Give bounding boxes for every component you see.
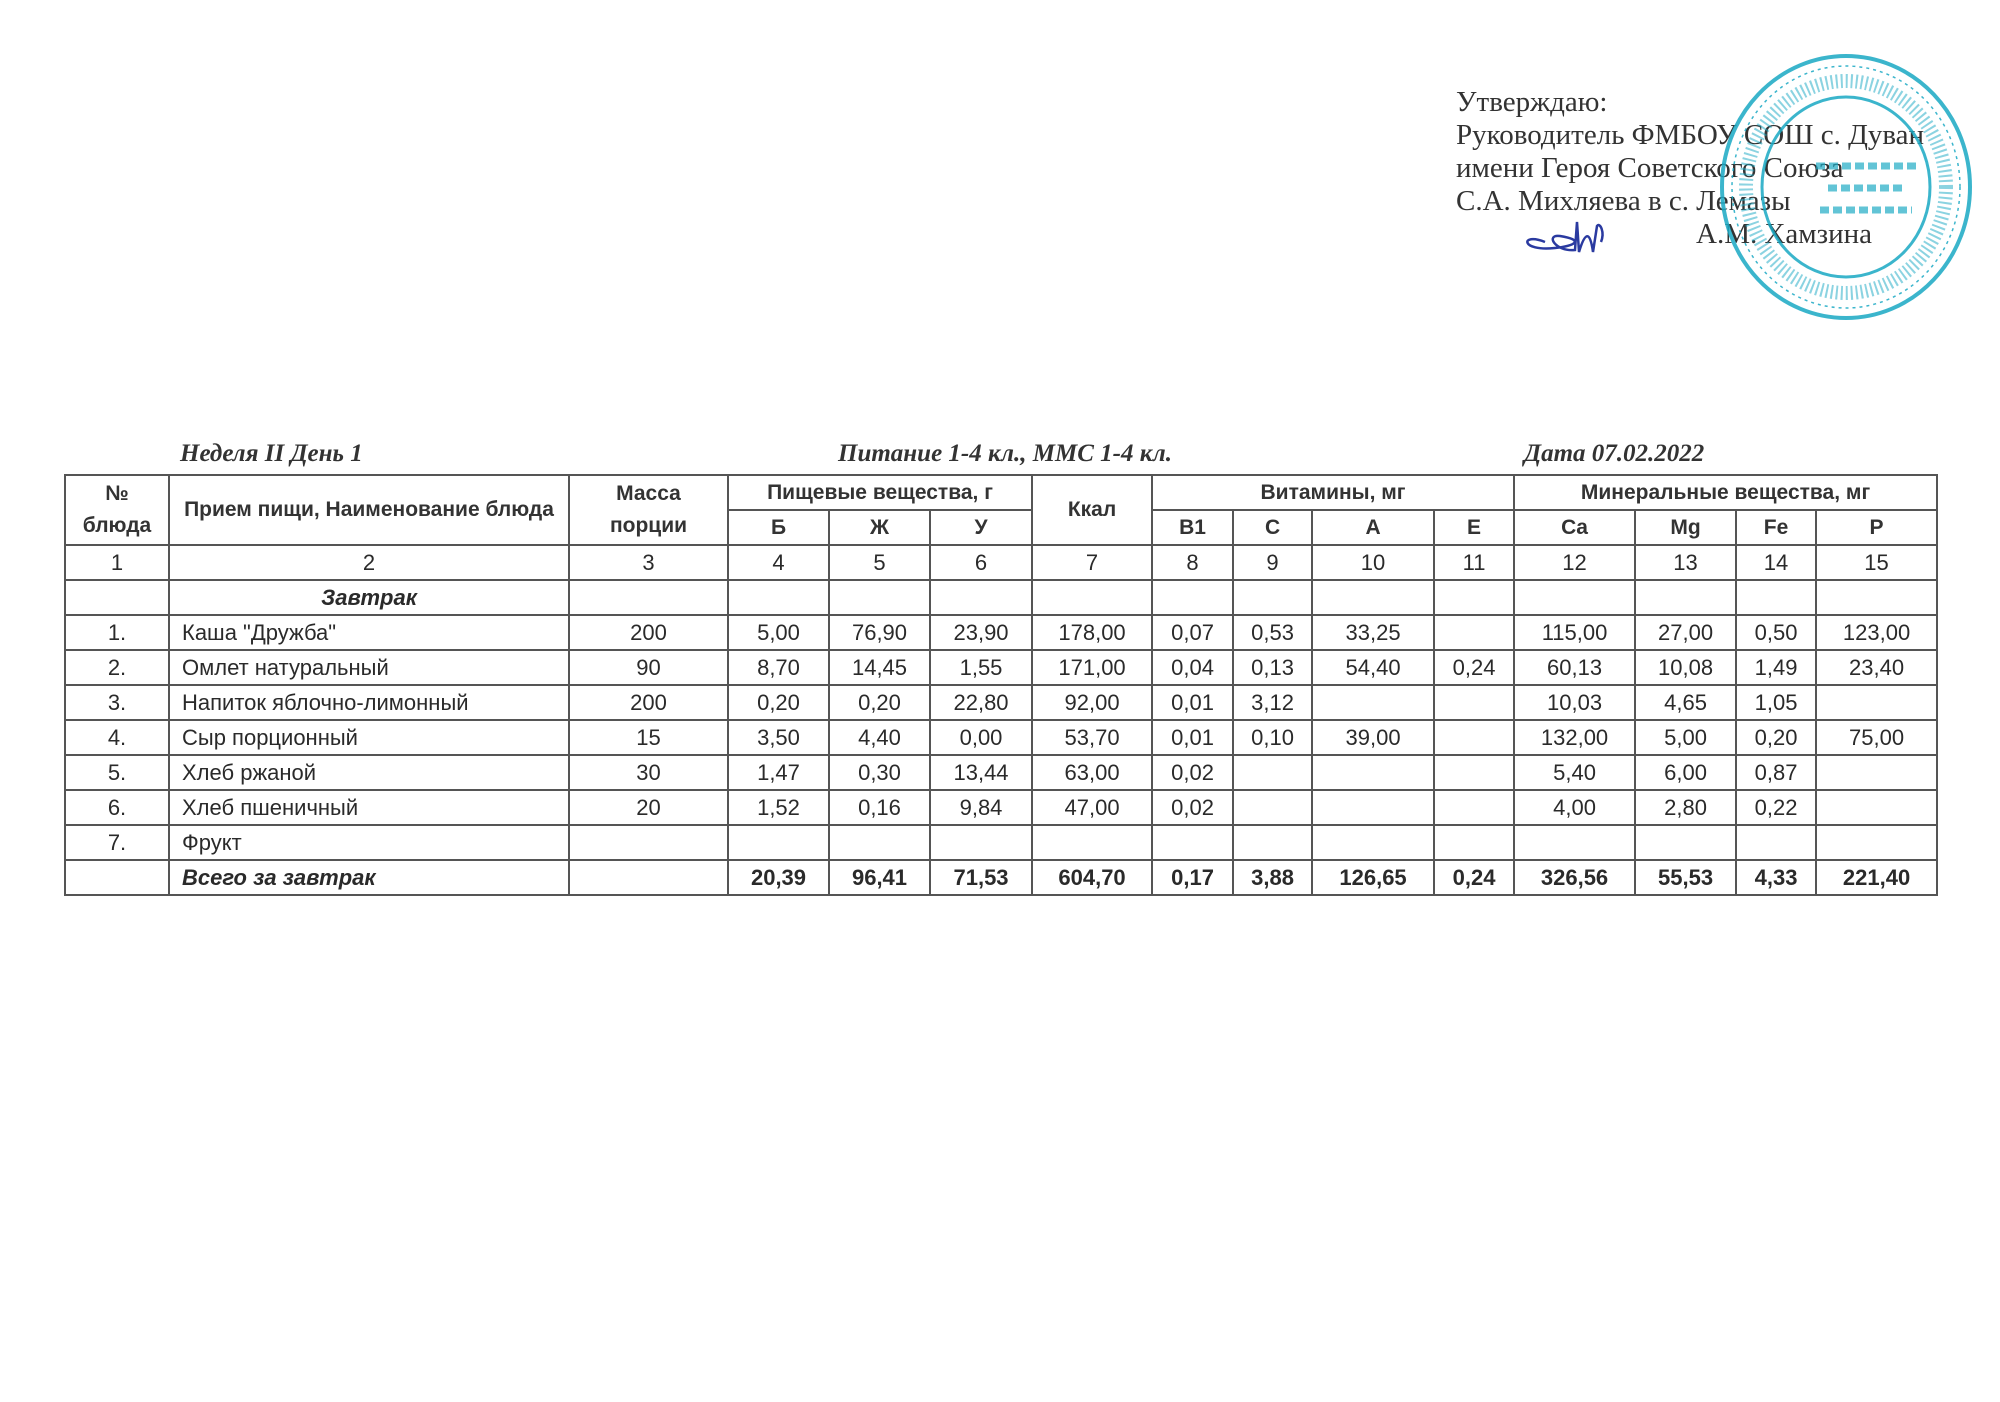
table-cell: 75,00 xyxy=(1816,720,1937,755)
header-vitamins: Витамины, мг xyxy=(1152,475,1514,510)
table-cell xyxy=(1233,825,1312,860)
table-cell xyxy=(1434,755,1514,790)
table-cell: 326,56 xyxy=(1514,860,1635,895)
table-cell: 23,90 xyxy=(930,615,1032,650)
table-cell: 60,13 xyxy=(1514,650,1635,685)
table-cell: 55,53 xyxy=(1635,860,1736,895)
approval-line: С.А. Михляева в с. Лемазы xyxy=(1456,185,1791,217)
table-cell xyxy=(728,825,829,860)
table-cell: 0,20 xyxy=(829,685,930,720)
table-cell: 30 xyxy=(569,755,728,790)
subheader-cell: P xyxy=(1816,510,1937,545)
table-cell xyxy=(1816,580,1937,615)
table-cell: 14 xyxy=(1736,545,1816,580)
table-cell: 8,70 xyxy=(728,650,829,685)
table-cell: 12 xyxy=(1514,545,1635,580)
table-cell: 1,49 xyxy=(1736,650,1816,685)
table-cell: 3,88 xyxy=(1233,860,1312,895)
table-cell xyxy=(829,825,930,860)
table-cell: 0,04 xyxy=(1152,650,1233,685)
menu-title xyxy=(64,440,1936,474)
table-cell: 39,00 xyxy=(1312,720,1434,755)
table-cell xyxy=(1312,825,1434,860)
table-cell: 0,13 xyxy=(1233,650,1312,685)
table-cell: 0,24 xyxy=(1434,650,1514,685)
table-cell: 10 xyxy=(1312,545,1434,580)
menu-table xyxy=(64,474,1938,896)
table-cell: 200 xyxy=(569,685,728,720)
table-cell: 0,00 xyxy=(930,720,1032,755)
table-cell xyxy=(1434,685,1514,720)
table-cell: 5,40 xyxy=(1514,755,1635,790)
table-cell: 4,33 xyxy=(1736,860,1816,895)
table-cell: 7. xyxy=(65,825,169,860)
table-cell: 90 xyxy=(569,650,728,685)
dish-name-cell: Напиток яблочно-лимонный xyxy=(169,685,569,720)
table-cell: 0,07 xyxy=(1152,615,1233,650)
table-cell: 0,02 xyxy=(1152,790,1233,825)
subheader-cell: B1 xyxy=(1152,510,1233,545)
subheader-cell: Fe xyxy=(1736,510,1816,545)
group: Питание 1-4 кл., ММС 1-4 кл. xyxy=(838,440,1172,467)
table-cell: 0,01 xyxy=(1152,685,1233,720)
subheader-cell: Ca xyxy=(1514,510,1635,545)
table-row xyxy=(65,720,1937,755)
table-cell xyxy=(1736,580,1816,615)
table-cell: 7 xyxy=(1032,545,1152,580)
table-cell xyxy=(1635,825,1736,860)
table-cell xyxy=(569,860,728,895)
table-cell xyxy=(1032,580,1152,615)
dish-name-cell: Сыр порционный xyxy=(169,720,569,755)
table-row xyxy=(65,825,1937,860)
subheader-cell: Б xyxy=(728,510,829,545)
table-cell: 13 xyxy=(1635,545,1736,580)
dish-name-cell: Фрукт xyxy=(169,825,569,860)
table-cell xyxy=(1434,790,1514,825)
table-cell: 171,00 xyxy=(1032,650,1152,685)
approver-name: А.М. Хамзина xyxy=(1696,218,1873,250)
table-cell xyxy=(1032,825,1152,860)
table-cell xyxy=(1312,685,1434,720)
table-cell: 0,53 xyxy=(1233,615,1312,650)
table-cell xyxy=(1152,580,1233,615)
table-cell: 92,00 xyxy=(1032,685,1152,720)
table-cell: 0,17 xyxy=(1152,860,1233,895)
table-cell: 0,30 xyxy=(829,755,930,790)
dish-name-cell: Каша "Дружба" xyxy=(169,615,569,650)
table-cell xyxy=(930,825,1032,860)
table-cell: 1,52 xyxy=(728,790,829,825)
dish-name-cell: Всего за завтрак xyxy=(169,860,569,895)
table-cell: 15 xyxy=(569,720,728,755)
week-day: Неделя II День 1 xyxy=(180,440,363,467)
date: Дата 07.02.2022 xyxy=(1524,440,1705,467)
table-cell: 3,50 xyxy=(728,720,829,755)
table-cell: 1. xyxy=(65,615,169,650)
table-cell xyxy=(1816,755,1937,790)
table-cell: 1,55 xyxy=(930,650,1032,685)
table-cell xyxy=(569,580,728,615)
table-cell xyxy=(829,580,930,615)
table-cell: 5,00 xyxy=(728,615,829,650)
subheader-cell: Ж xyxy=(829,510,930,545)
table-cell xyxy=(1514,825,1635,860)
table-row xyxy=(65,615,1937,650)
table-cell: 13,44 xyxy=(930,755,1032,790)
table-cell: 10,08 xyxy=(1635,650,1736,685)
approval-line: Утверждаю: xyxy=(1456,86,1608,118)
table-cell: 22,80 xyxy=(930,685,1032,720)
table-cell xyxy=(1233,580,1312,615)
table-cell: 4 xyxy=(728,545,829,580)
table-cell xyxy=(1816,685,1937,720)
table-cell: 3,12 xyxy=(1233,685,1312,720)
table-cell: 9,84 xyxy=(930,790,1032,825)
header-name: Прием пищи, Наименование блюда xyxy=(169,475,569,545)
table-cell xyxy=(1816,790,1937,825)
table-cell: 3 xyxy=(569,545,728,580)
table-cell: 0,87 xyxy=(1736,755,1816,790)
subheader-cell: A xyxy=(1312,510,1434,545)
table-cell: 6,00 xyxy=(1635,755,1736,790)
table-cell: 1 xyxy=(65,545,169,580)
table-cell: 4,00 xyxy=(1514,790,1635,825)
table-cell: 33,25 xyxy=(1312,615,1434,650)
table-cell: 2,80 xyxy=(1635,790,1736,825)
header-nutrients: Пищевые вещества, г xyxy=(728,475,1032,510)
table-cell xyxy=(1434,825,1514,860)
table-cell: 0,22 xyxy=(1736,790,1816,825)
table-cell: 178,00 xyxy=(1032,615,1152,650)
table-cell xyxy=(65,860,169,895)
table-cell: 221,40 xyxy=(1816,860,1937,895)
table-cell xyxy=(569,825,728,860)
header-kcal: Ккал xyxy=(1032,475,1152,545)
table-cell: 5. xyxy=(65,755,169,790)
table-cell: 27,00 xyxy=(1635,615,1736,650)
subheader-cell: У xyxy=(930,510,1032,545)
table-cell: 4. xyxy=(65,720,169,755)
table-cell: 0,50 xyxy=(1736,615,1816,650)
table-cell: 20 xyxy=(569,790,728,825)
section-row xyxy=(65,580,1937,615)
table-cell xyxy=(1152,825,1233,860)
approval-line: Руководитель ФМБОУ СОШ с. Дуван xyxy=(1456,119,1925,151)
table-cell: 71,53 xyxy=(930,860,1032,895)
table-cell: 54,40 xyxy=(1312,650,1434,685)
table-cell xyxy=(1635,580,1736,615)
table-cell: 6 xyxy=(930,545,1032,580)
table-cell: 5 xyxy=(829,545,930,580)
table-row xyxy=(65,790,1937,825)
table-cell xyxy=(1434,615,1514,650)
table-cell: 200 xyxy=(569,615,728,650)
table-cell: 14,45 xyxy=(829,650,930,685)
table-cell: 63,00 xyxy=(1032,755,1152,790)
table-cell: 53,70 xyxy=(1032,720,1152,755)
table-cell: 23,40 xyxy=(1816,650,1937,685)
table-cell: 4,65 xyxy=(1635,685,1736,720)
table-cell xyxy=(1434,580,1514,615)
table-cell: 0,16 xyxy=(829,790,930,825)
table-cell xyxy=(1233,755,1312,790)
table-cell: 0,01 xyxy=(1152,720,1233,755)
table-cell xyxy=(1312,755,1434,790)
table-cell: 0,20 xyxy=(728,685,829,720)
header-mass: Масса порции xyxy=(569,475,728,545)
table-cell: 5,00 xyxy=(1635,720,1736,755)
table-cell: 20,39 xyxy=(728,860,829,895)
table-cell: 132,00 xyxy=(1514,720,1635,755)
table-cell: 47,00 xyxy=(1032,790,1152,825)
table-row xyxy=(65,650,1937,685)
table-cell: 604,70 xyxy=(1032,860,1152,895)
table-cell: 2. xyxy=(65,650,169,685)
table-cell: 96,41 xyxy=(829,860,930,895)
table-cell: 9 xyxy=(1233,545,1312,580)
section-title: Завтрак xyxy=(169,580,569,615)
dish-name-cell: 2 xyxy=(169,545,569,580)
approval-line: имени Героя Советского Союза xyxy=(1456,152,1844,184)
table-cell: 0,24 xyxy=(1434,860,1514,895)
table-cell: 3. xyxy=(65,685,169,720)
table-cell xyxy=(1816,825,1937,860)
table-cell: 8 xyxy=(1152,545,1233,580)
table-cell: 0,10 xyxy=(1233,720,1312,755)
subheader-cell: Mg xyxy=(1635,510,1736,545)
table-row xyxy=(65,755,1937,790)
table-cell: 0,20 xyxy=(1736,720,1816,755)
header-minerals: Минеральные вещества, мг xyxy=(1514,475,1937,510)
table-cell: 1,05 xyxy=(1736,685,1816,720)
table-cell xyxy=(65,580,169,615)
header-num: № блюда xyxy=(65,475,169,545)
column-number-row xyxy=(65,545,1937,580)
table-row xyxy=(65,685,1937,720)
dish-name-cell: Хлеб пшеничный xyxy=(169,790,569,825)
table-cell xyxy=(1312,790,1434,825)
dish-name-cell: Хлеб ржаной xyxy=(169,755,569,790)
subheader-cell: E xyxy=(1434,510,1514,545)
table-cell xyxy=(1312,580,1434,615)
table-cell: 4,40 xyxy=(829,720,930,755)
table-body xyxy=(65,545,1937,895)
table-cell xyxy=(1434,720,1514,755)
signature xyxy=(1515,212,1625,262)
dish-name-cell: Омлет натуральный xyxy=(169,650,569,685)
table-cell xyxy=(1233,790,1312,825)
total-row xyxy=(65,860,1937,895)
table-cell: 126,65 xyxy=(1312,860,1434,895)
table-cell: 15 xyxy=(1816,545,1937,580)
table-cell: 0,02 xyxy=(1152,755,1233,790)
table-cell xyxy=(1514,580,1635,615)
table-cell: 10,03 xyxy=(1514,685,1635,720)
table-cell: 6. xyxy=(65,790,169,825)
table-cell xyxy=(930,580,1032,615)
table-cell: 1,47 xyxy=(728,755,829,790)
table-cell xyxy=(728,580,829,615)
official-stamp xyxy=(1716,50,1976,325)
table-cell xyxy=(1736,825,1816,860)
table-cell: 115,00 xyxy=(1514,615,1635,650)
table-cell: 123,00 xyxy=(1816,615,1937,650)
subheader-cell: C xyxy=(1233,510,1312,545)
table-cell: 76,90 xyxy=(829,615,930,650)
table-cell: 11 xyxy=(1434,545,1514,580)
